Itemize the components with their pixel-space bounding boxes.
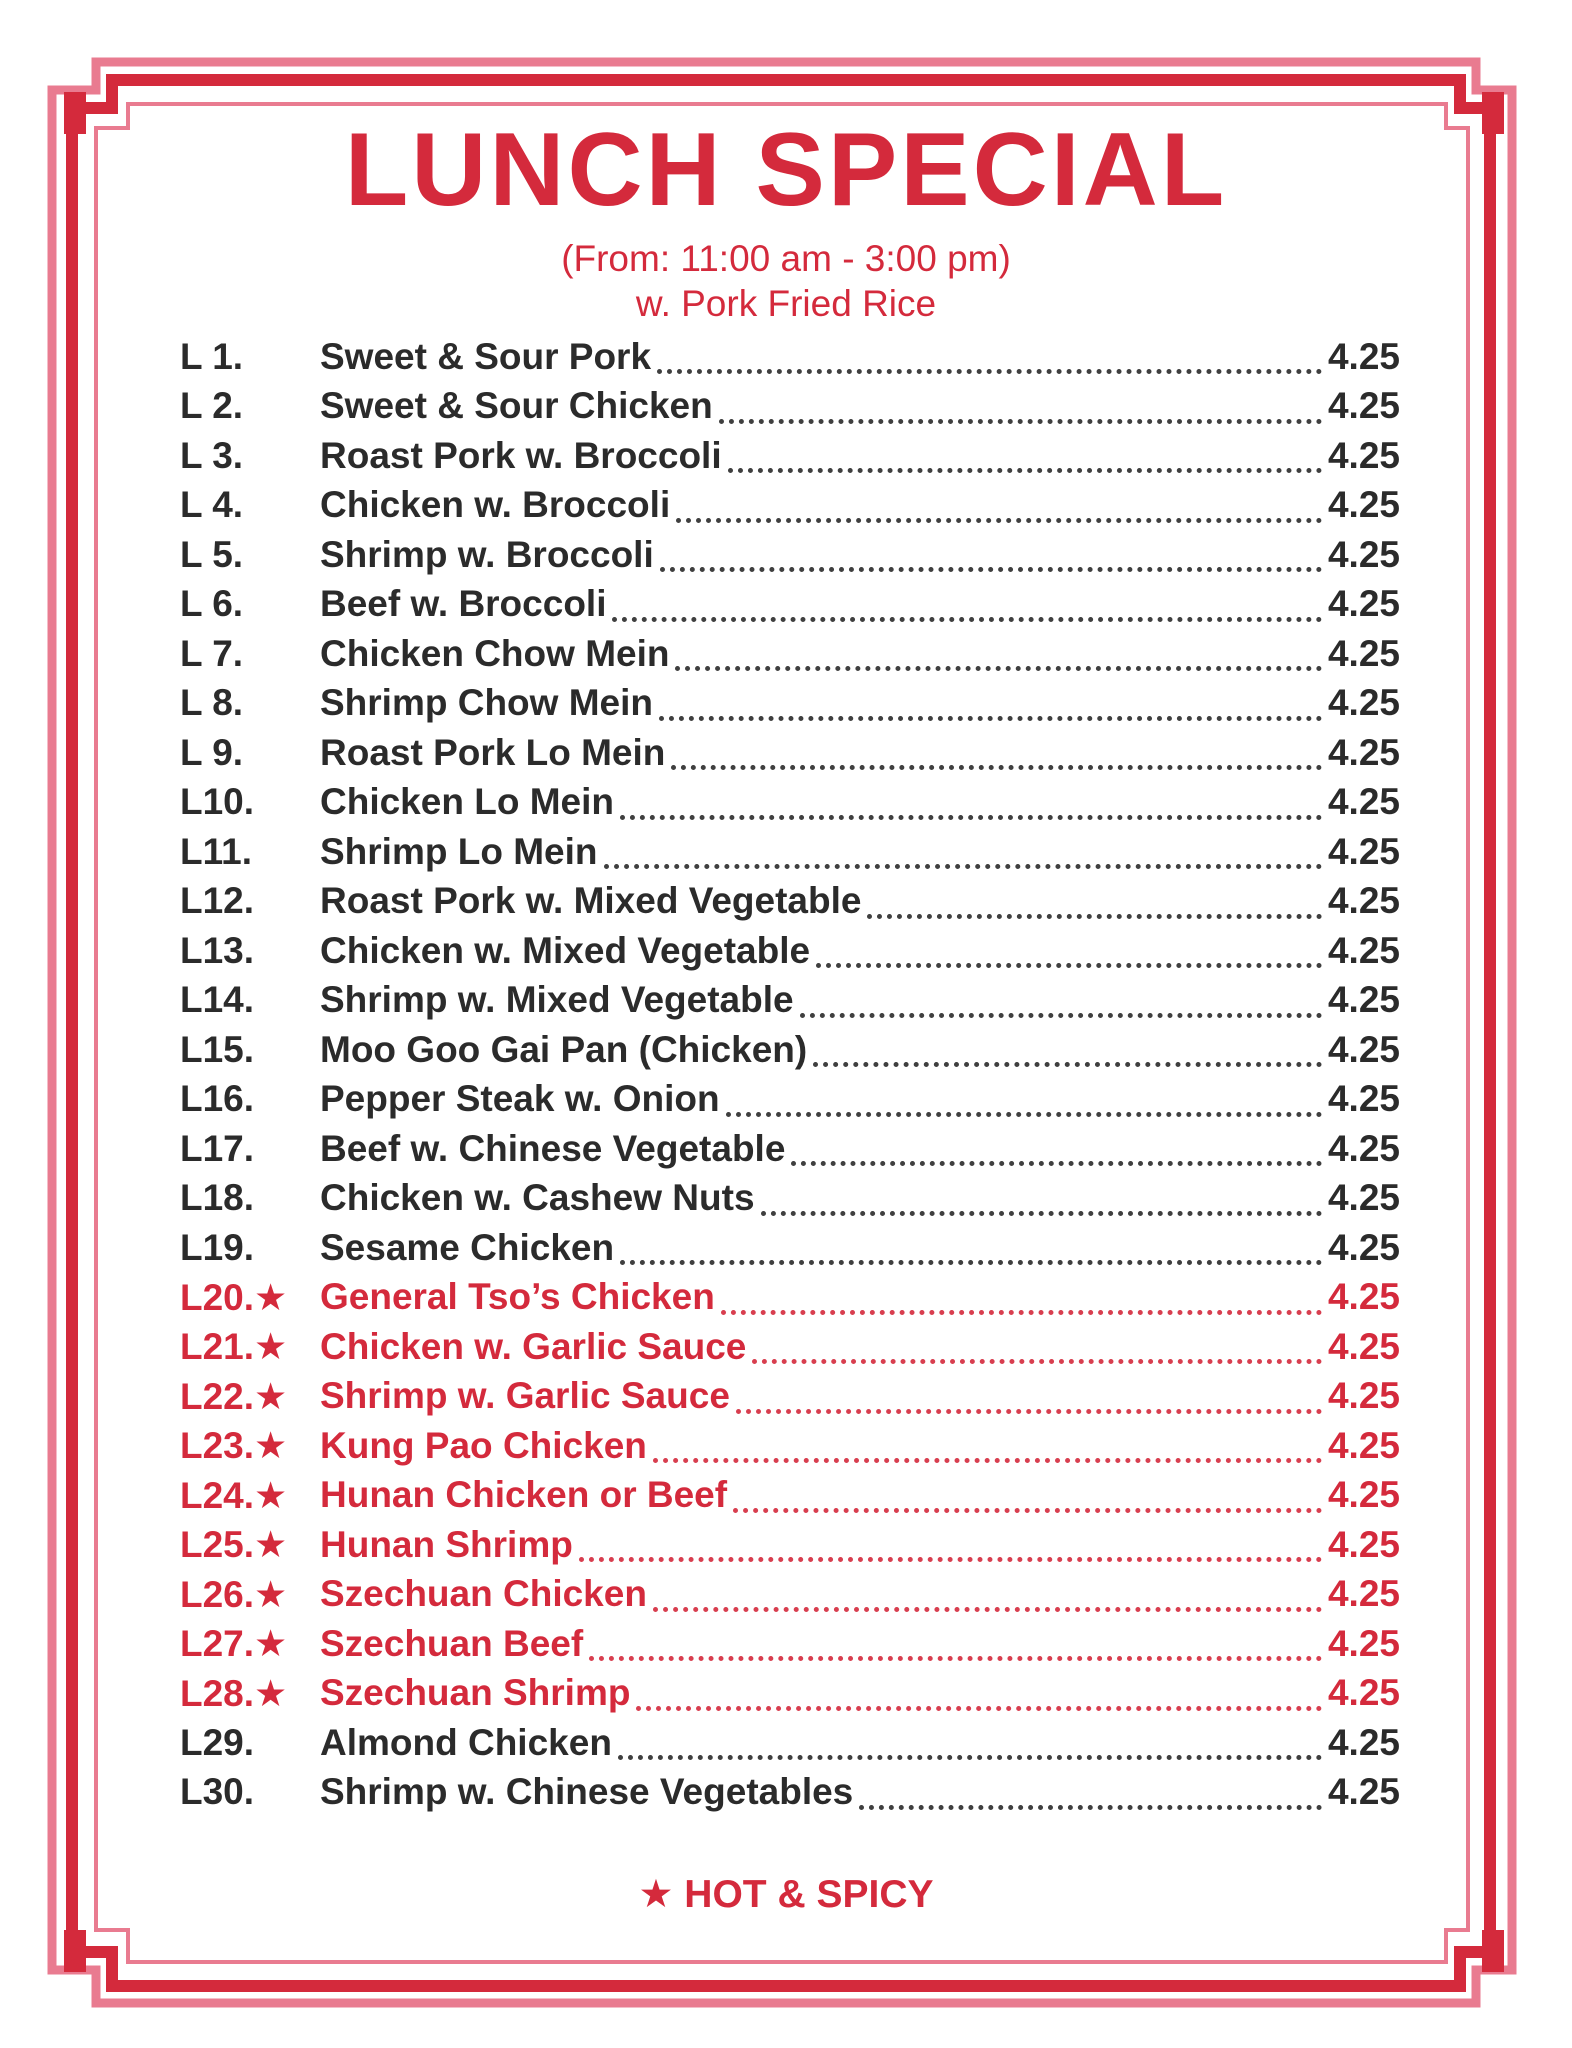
menu-item-code: L22.★ xyxy=(180,1375,288,1417)
menu-item-code: L16. xyxy=(180,1078,255,1120)
dot-leader xyxy=(867,884,1322,919)
dot-leader xyxy=(733,1478,1322,1513)
menu-item-code: L28.★ xyxy=(180,1672,288,1714)
menu-item-price: 4.25 xyxy=(1327,1672,1400,1714)
menu-item-code: L 1. xyxy=(180,335,244,377)
menu-item-price: 4.25 xyxy=(1327,335,1400,377)
dot-leader xyxy=(657,339,1322,374)
menu-item-name: Shrimp w. Chinese Vegetables xyxy=(320,1771,854,1813)
menu-item-code: L26.★ xyxy=(180,1573,288,1615)
menu-item-code: L19. xyxy=(180,1226,255,1268)
dot-leader xyxy=(589,1626,1322,1661)
menu-item xyxy=(180,1372,1400,1422)
menu-item xyxy=(180,431,1400,481)
menu-item-name: Hunan Chicken or Beef xyxy=(320,1474,728,1516)
dot-leader xyxy=(612,587,1322,622)
menu-item-code: L20.★ xyxy=(180,1276,288,1318)
dot-leader xyxy=(579,1527,1322,1562)
menu-item-price: 4.25 xyxy=(1327,1276,1400,1318)
menu-item-price: 4.25 xyxy=(1327,1523,1400,1565)
dot-leader xyxy=(675,636,1322,671)
menu-item xyxy=(180,530,1400,580)
menu-item xyxy=(180,1619,1400,1669)
menu-item-price: 4.25 xyxy=(1327,1375,1400,1417)
menu-item-code: L 5. xyxy=(180,533,244,575)
menu-item xyxy=(180,1025,1400,1075)
menu-item-code: L10. xyxy=(180,781,255,823)
dot-leader xyxy=(659,686,1322,721)
menu-item xyxy=(180,1520,1400,1570)
menu-item-price: 4.25 xyxy=(1327,1573,1400,1615)
menu-item-name: Chicken w. Cashew Nuts xyxy=(320,1177,755,1219)
menu-item xyxy=(180,827,1400,877)
menu-item-name: Shrimp w. Mixed Vegetable xyxy=(320,979,794,1021)
menu-item-price: 4.25 xyxy=(1327,1078,1400,1120)
menu-item-code: L17. xyxy=(180,1127,255,1169)
menu-item-name: Shrimp Chow Mein xyxy=(320,682,653,724)
menu-item-code: L 7. xyxy=(180,632,244,674)
menu-item-name: Szechuan Chicken xyxy=(320,1573,647,1615)
menu-item xyxy=(180,1718,1400,1768)
menu-item-name: Chicken Lo Mein xyxy=(320,781,614,823)
menu-item-price: 4.25 xyxy=(1327,1474,1400,1516)
dot-leader xyxy=(618,1725,1322,1760)
menu-item xyxy=(180,1273,1400,1323)
menu-item-name: Almond Chicken xyxy=(320,1721,612,1763)
menu-item xyxy=(180,778,1400,828)
menu-item-name: Roast Pork w. Mixed Vegetable xyxy=(320,880,862,922)
menu-item-price: 4.25 xyxy=(1327,1622,1400,1664)
menu-item-name: Hunan Shrimp xyxy=(320,1523,573,1565)
menu-item xyxy=(180,1471,1400,1521)
menu-item xyxy=(180,1669,1400,1719)
menu-item xyxy=(180,728,1400,778)
dot-leader xyxy=(736,1379,1322,1414)
menu-item-name: Shrimp w. Garlic Sauce xyxy=(320,1375,730,1417)
menu-item-code: L18. xyxy=(180,1177,255,1219)
dot-leader xyxy=(816,933,1322,968)
dot-leader xyxy=(671,735,1322,770)
dot-leader xyxy=(791,1131,1322,1166)
menu-item-price: 4.25 xyxy=(1327,583,1400,625)
menu-item xyxy=(180,1223,1400,1273)
menu-item xyxy=(180,976,1400,1026)
menu-item-price: 4.25 xyxy=(1327,1127,1400,1169)
menu-item-price: 4.25 xyxy=(1327,880,1400,922)
menu-item-code: L 6. xyxy=(180,583,244,625)
menu-item-code: L24.★ xyxy=(180,1474,288,1516)
menu-item-price: 4.25 xyxy=(1327,385,1400,427)
menu-item-price: 4.25 xyxy=(1327,1226,1400,1268)
menu-item-code: L23.★ xyxy=(180,1425,288,1467)
dot-leader xyxy=(726,1082,1322,1117)
menu-item-name: Roast Pork w. Broccoli xyxy=(320,434,722,476)
menu-item xyxy=(180,382,1400,432)
menu-item xyxy=(180,877,1400,927)
menu-item-code: L27.★ xyxy=(180,1623,288,1665)
menu-item xyxy=(180,926,1400,976)
dot-leader xyxy=(636,1676,1322,1711)
menu-item-code: L 4. xyxy=(180,484,244,526)
menu-item-name: Beef w. Chinese Vegetable xyxy=(320,1127,786,1169)
menu-item-price: 4.25 xyxy=(1327,1424,1400,1466)
menu-item-name: Pepper Steak w. Onion xyxy=(320,1078,720,1120)
menu-item-price: 4.25 xyxy=(1327,682,1400,724)
dot-leader xyxy=(604,834,1322,869)
menu-item-price: 4.25 xyxy=(1327,484,1400,526)
dot-leader xyxy=(752,1329,1322,1364)
dot-leader xyxy=(719,389,1322,424)
menu-item-price: 4.25 xyxy=(1327,434,1400,476)
menu-item-name: Moo Goo Gai Pan (Chicken) xyxy=(320,1028,808,1070)
menu-item-name: General Tso’s Chicken xyxy=(320,1276,715,1318)
menu-item xyxy=(180,580,1400,630)
dot-leader xyxy=(721,1280,1322,1315)
menu-item-code: L 2. xyxy=(180,385,244,427)
dot-leader xyxy=(859,1775,1322,1810)
menu-item-code: L15. xyxy=(180,1028,255,1070)
menu-item-name: Szechuan Beef xyxy=(320,1622,584,1664)
menu-item-name: Kung Pao Chicken xyxy=(320,1424,647,1466)
hot-spicy-legend: ★ HOT & SPICY xyxy=(638,1873,934,1916)
menu-item-name: Shrimp w. Broccoli xyxy=(320,533,654,575)
menu-item-code: L 8. xyxy=(180,682,244,724)
page-title: LUNCH SPECIAL xyxy=(344,112,1228,228)
menu-item-name: Sesame Chicken xyxy=(320,1226,615,1268)
menu-item-price: 4.25 xyxy=(1327,1721,1400,1763)
menu-item-code: L13. xyxy=(180,929,255,971)
menu-item-code: L 9. xyxy=(180,731,244,773)
dot-leader xyxy=(676,488,1322,523)
menu-item-name: Sweet & Sour Chicken xyxy=(320,385,713,427)
dot-leader xyxy=(653,1428,1322,1463)
menu-item-code: L12. xyxy=(180,880,255,922)
menu-item-price: 4.25 xyxy=(1327,1325,1400,1367)
menu-item xyxy=(180,1322,1400,1372)
menu-item-price: 4.25 xyxy=(1327,781,1400,823)
dot-leader xyxy=(728,438,1322,473)
menu-item-name: Roast Pork Lo Mein xyxy=(320,731,666,773)
dot-leader xyxy=(653,1577,1322,1612)
menu-item xyxy=(180,1570,1400,1620)
menu-list xyxy=(180,332,1400,1817)
menu-item-name: Shrimp Lo Mein xyxy=(320,830,598,872)
dot-leader xyxy=(620,785,1322,820)
dot-leader xyxy=(761,1181,1322,1216)
menu-item xyxy=(180,1421,1400,1471)
menu-item-name: Chicken w. Broccoli xyxy=(320,484,671,526)
menu-item-price: 4.25 xyxy=(1327,1177,1400,1219)
menu-item-price: 4.25 xyxy=(1327,979,1400,1021)
dot-leader xyxy=(660,537,1322,572)
menu-item-name: Beef w. Broccoli xyxy=(320,583,607,625)
menu-item-name: Chicken Chow Mein xyxy=(320,632,670,674)
menu-item-name: Szechuan Shrimp xyxy=(320,1672,631,1714)
menu-item-code: L 3. xyxy=(180,434,244,476)
dot-leader xyxy=(800,983,1322,1018)
menu-item xyxy=(180,1174,1400,1224)
menu-item-price: 4.25 xyxy=(1327,830,1400,872)
menu-item-code: L30. xyxy=(180,1771,255,1813)
menu-item-price: 4.25 xyxy=(1327,632,1400,674)
menu-item xyxy=(180,1124,1400,1174)
service-hours: (From: 11:00 am - 3:00 pm) xyxy=(561,238,1011,279)
menu-item-code: L21.★ xyxy=(180,1326,288,1368)
menu-item xyxy=(180,1768,1400,1818)
menu-item-price: 4.25 xyxy=(1327,533,1400,575)
menu-item-name: Chicken w. Mixed Vegetable xyxy=(320,929,811,971)
menu-item xyxy=(180,629,1400,679)
menu-item-price: 4.25 xyxy=(1327,1771,1400,1813)
menu-item-name: Sweet & Sour Pork xyxy=(320,335,652,377)
dot-leader xyxy=(813,1032,1322,1067)
menu-item-code: L11. xyxy=(180,830,252,872)
menu-item-code: L29. xyxy=(180,1721,255,1763)
menu-item-price: 4.25 xyxy=(1327,929,1400,971)
menu-item-name: Chicken w. Garlic Sauce xyxy=(320,1325,747,1367)
menu-item-price: 4.25 xyxy=(1327,1028,1400,1070)
menu-item-code: L14. xyxy=(180,979,255,1021)
dot-leader xyxy=(620,1230,1322,1265)
menu-item-code: L25.★ xyxy=(180,1524,288,1566)
menu-item xyxy=(180,481,1400,531)
menu-item xyxy=(180,332,1400,382)
menu-item xyxy=(180,679,1400,729)
side-dish-note: w. Pork Fried Rice xyxy=(635,283,937,324)
menu-item xyxy=(180,1075,1400,1125)
menu-item-price: 4.25 xyxy=(1327,731,1400,773)
